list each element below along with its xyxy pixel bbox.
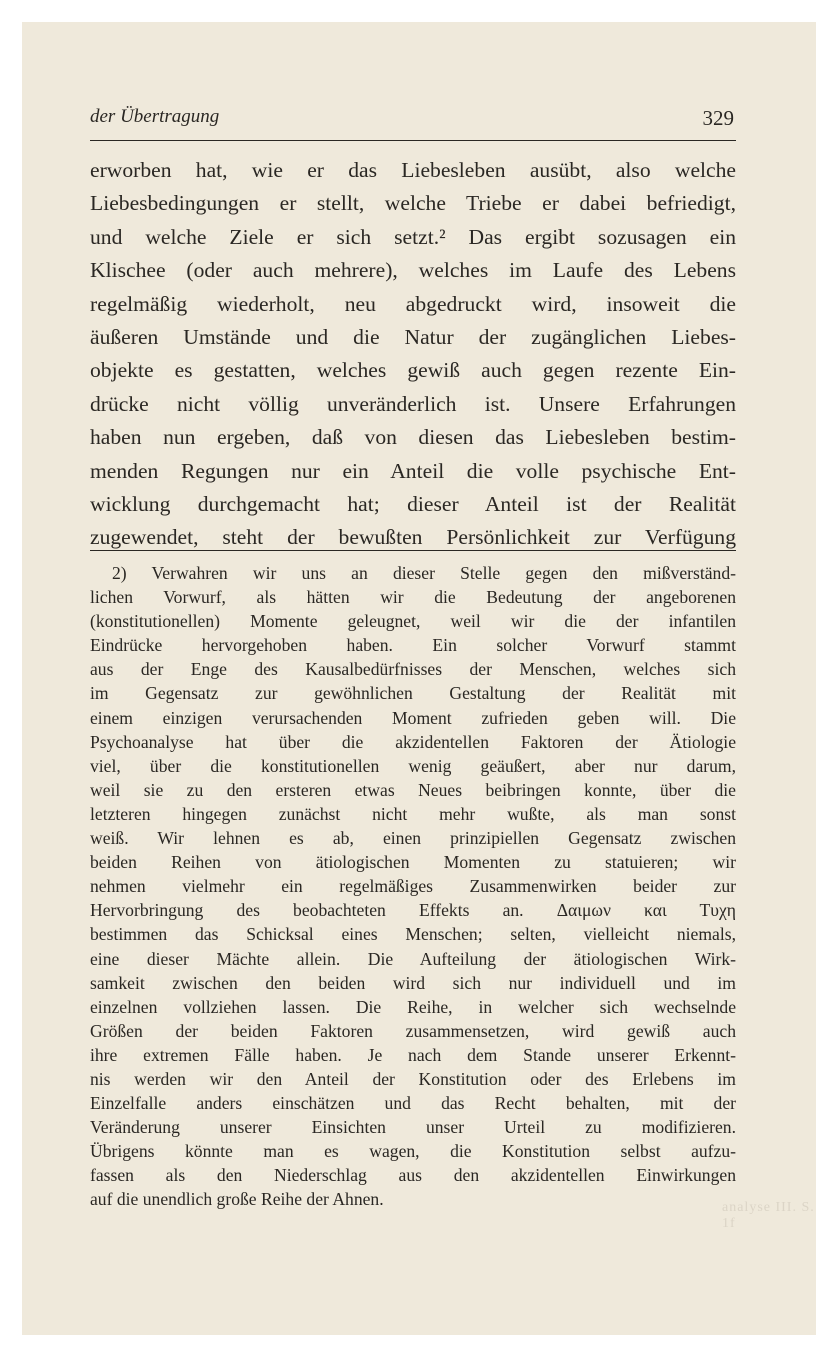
footnote-line: einzelnen vollziehen lassen. Die Reihe, in welcher sich wechselnde	[90, 996, 736, 1017]
body-line: drücke nicht völlig unveränderlich ist. Unsere Erfahrungen	[90, 391, 736, 416]
body-line: menden Regungen nur ein Anteil die volle psychische Ent-	[90, 458, 736, 483]
footnote-2	[90, 561, 736, 1212]
footnote-line: 2) Verwahren wir uns an dieser Stelle gegen den mißverständ-	[112, 563, 736, 583]
footnote-line: viel, über die konstitutionellen wenig geäußert, aber nur darum,	[90, 755, 736, 776]
footnote-line: einem einzigen verursachenden Moment zufrieden geben will. Die	[90, 707, 736, 728]
body-line: regelmäßig wiederholt, neu abgedruckt wird, insoweit die	[90, 291, 736, 316]
footnote-line: eine dieser Mächte allein. Die Aufteilung der ätiologischen Wirk-	[90, 948, 736, 969]
body-line: objekte es gestatten, welches gewiß auch gegen rezente Ein-	[90, 358, 736, 383]
body-line: Klischee (oder auch mehrere), welches im Laufe des Lebens	[90, 258, 736, 283]
body-line: Liebesbedingungen er stellt, welche Triebe er dabei befriedigt,	[90, 191, 736, 216]
body-line: haben nun ergeben, daß von diesen das Liebesleben bestim-	[90, 425, 736, 450]
footnote-line: aus der Enge des Kausalbedürfnisses der Menschen, welches sich	[90, 659, 736, 680]
footnote-line: ihre extremen Fälle haben. Je nach dem Stande unserer Erkennt-	[90, 1044, 736, 1065]
header-rule	[90, 140, 736, 141]
footnote-line: nis werden wir den Anteil der Konstitution oder des Erlebens im	[90, 1068, 736, 1089]
footnote-line: beiden Reihen von ätiologischen Momenten zu statuieren; wir	[90, 852, 736, 873]
footnote-line: Größen der beiden Faktoren zusammensetzen, wird gewiß auch	[90, 1020, 736, 1041]
footnote-line: weiß. Wir lehnen es ab, einen prinzipiellen Gegensatz zwischen	[90, 828, 736, 849]
footnote-line: auf die unendlich große Reihe der Ahnen.	[90, 1189, 384, 1210]
footnote-line: weil sie zu den ersteren etwas Neues beibringen konnte, über die	[90, 779, 736, 800]
footnote-line: nehmen vielmehr ein regelmäßiges Zusammenwirken beider zur	[90, 876, 736, 897]
page-number: 329	[702, 106, 734, 130]
footnote-line: Hervorbringung des beobachteten Effekts an. Δαιμων και Τυχη	[90, 900, 736, 921]
running-title: der Übertragung	[90, 106, 220, 127]
body-line: und welche Ziele er sich setzt.² Das ergibt sozusagen ein	[90, 224, 736, 249]
footnote-line: fassen als den Niederschlag aus den akzidentellen Einwirkungen	[90, 1165, 736, 1186]
body-line: erworben hat, wie er das Liebesleben ausübt, also welche	[90, 158, 736, 182]
footnote-line: Psychoanalyse hat über die akzidentellen Faktoren der Ätiologie	[90, 731, 736, 752]
footnote-line: samkeit zwischen den beiden wird sich nur individuell und im	[90, 972, 736, 993]
footnote-line: (konstitutionellen) Momente geleugnet, weil wir die der infantilen	[90, 611, 736, 632]
page-header	[90, 106, 734, 136]
body-text	[90, 154, 736, 555]
book-page	[22, 22, 816, 1335]
footnote-line: im Gegensatz zur gewöhnlichen Gestaltung der Realität mit	[90, 683, 736, 704]
body-line: äußeren Umstände und die Natur der zugänglichen Liebes-	[90, 324, 736, 349]
footnote-line: Veränderung unserer Einsichten unser Urteil zu modifizieren.	[90, 1117, 736, 1138]
footnote-rule	[90, 550, 736, 551]
body-line: wicklung durchgemacht hat; dieser Anteil ist der Realität	[90, 491, 736, 516]
footnote-line: lichen Vorwurf, als hätten wir die Bedeutung der angeborenen	[90, 587, 736, 608]
body-line: zugewendet, steht der bewußten Persönlichkeit zur Verfügung	[90, 525, 736, 550]
footnote-line: Übrigens könnte man es wagen, die Konstitution selbst aufzu-	[90, 1141, 736, 1162]
footnote-line: bestimmen das Schicksal eines Menschen; selten, vielleicht niemals,	[90, 924, 736, 945]
footnote-line: letzteren hingegen zunächst nicht mehr wußte, als man sonst	[90, 803, 736, 824]
footnote-line: Eindrücke hervorgehoben haben. Ein solcher Vorwurf stammt	[90, 635, 736, 656]
bleed-through-text: analyse III. S. 1f	[722, 1200, 815, 1231]
footnote-line: Einzelfalle anders einschätzen und das Recht behalten, mit der	[90, 1093, 736, 1114]
